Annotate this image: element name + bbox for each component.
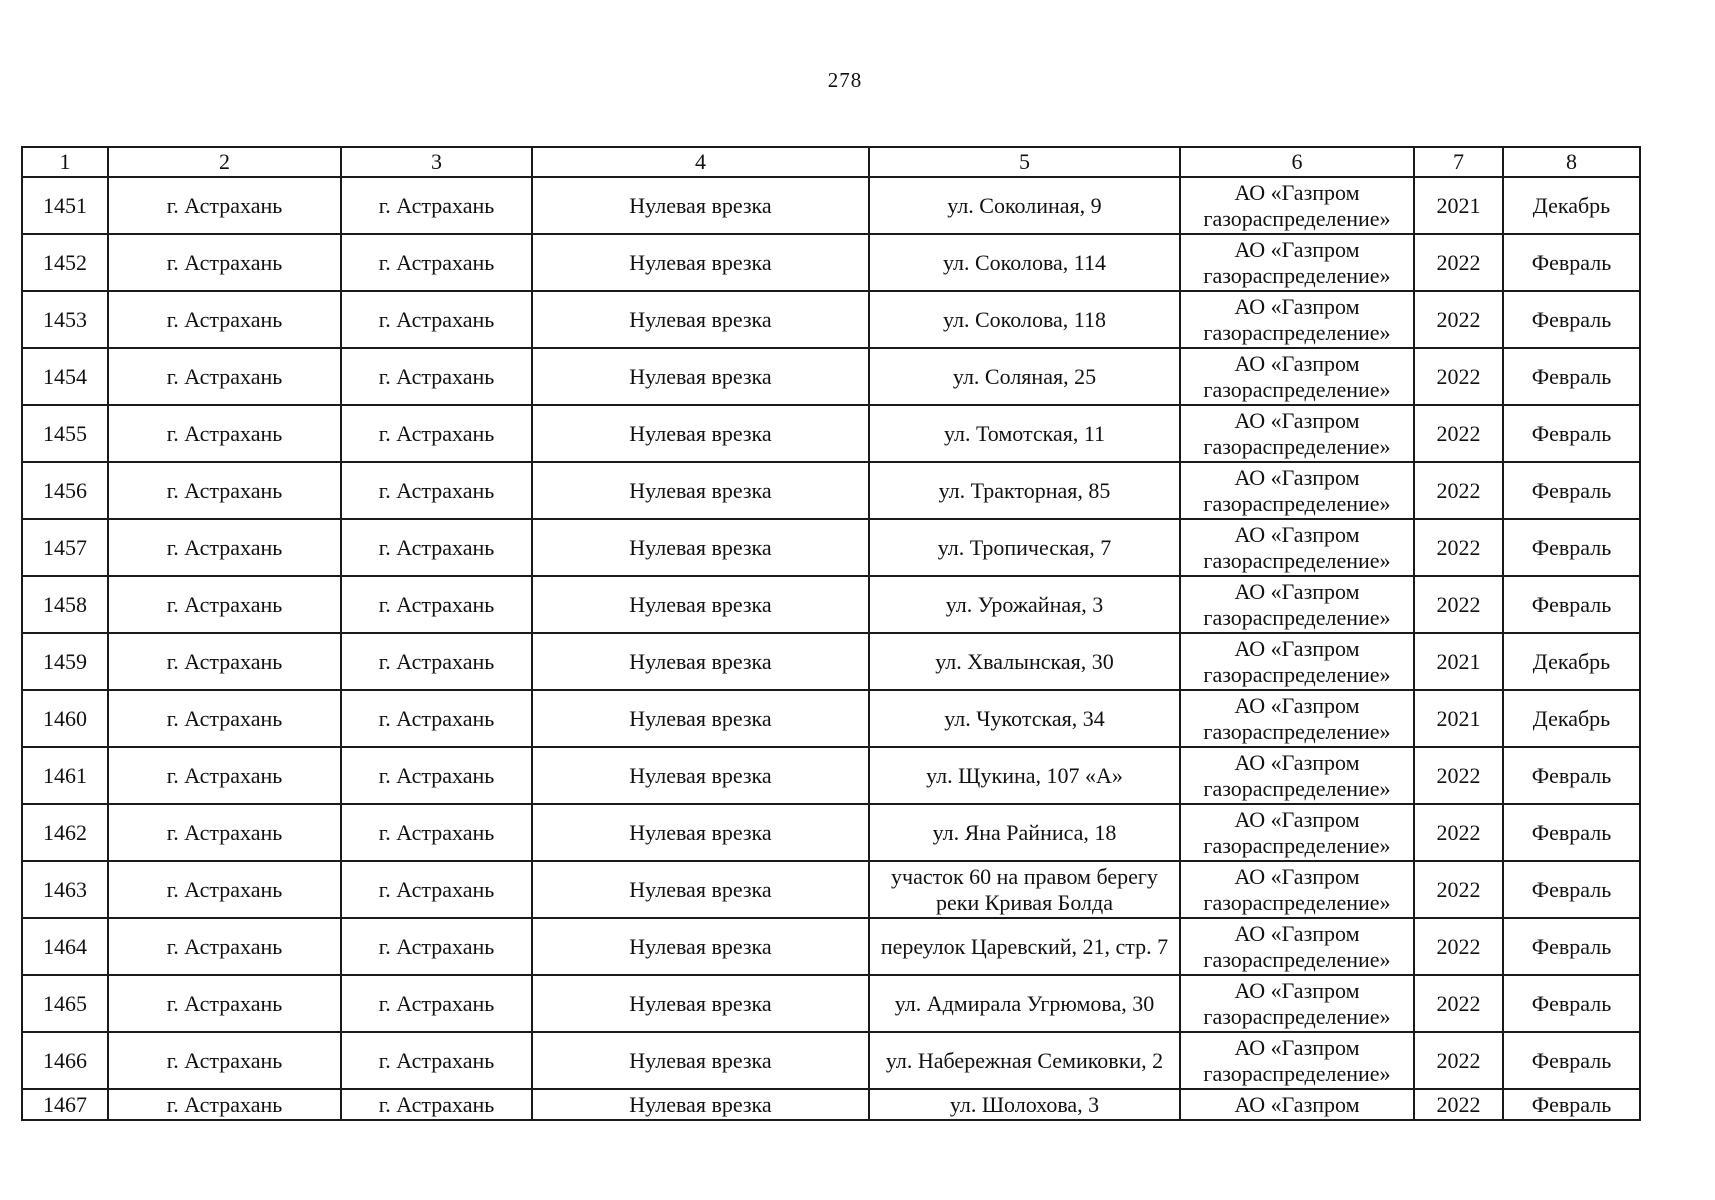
year-cell: 2022 <box>1414 291 1503 348</box>
row-number-cell: 1465 <box>22 975 108 1032</box>
month-cell: Февраль <box>1503 1089 1640 1120</box>
month-cell: Февраль <box>1503 291 1640 348</box>
organization-line: АО «Газпром <box>1234 293 1360 319</box>
table-row <box>22 519 1640 576</box>
year-cell: 2022 <box>1414 861 1503 918</box>
region-cell: г. Астрахань <box>108 291 341 348</box>
organization-line: газораспределение» <box>1203 604 1391 630</box>
region-cell: г. Астрахань <box>108 1032 341 1089</box>
organization-line: АО «Газпром <box>1234 464 1360 490</box>
work-type-cell: Нулевая врезка <box>532 1089 869 1120</box>
year-cell: 2022 <box>1414 576 1503 633</box>
work-type-cell: Нулевая врезка <box>532 633 869 690</box>
region-cell: г. Астрахань <box>108 519 341 576</box>
register-table <box>21 146 1641 1121</box>
locality-cell: г. Астрахань <box>341 1032 532 1089</box>
work-type-cell: Нулевая врезка <box>532 291 869 348</box>
organization-cell <box>1180 747 1414 804</box>
organization-line: АО «Газпром <box>1234 521 1360 547</box>
year-cell: 2022 <box>1414 234 1503 291</box>
address-cell: ул. Щукина, 107 «А» <box>869 747 1180 804</box>
address-cell: ул. Адмирала Угрюмова, 30 <box>869 975 1180 1032</box>
month-cell: Февраль <box>1503 405 1640 462</box>
month-cell: Декабрь <box>1503 177 1640 234</box>
organization-cell <box>1180 519 1414 576</box>
organization-line: АО «Газпром <box>1234 749 1360 775</box>
locality-cell: г. Астрахань <box>341 975 532 1032</box>
row-number-cell: 1461 <box>22 747 108 804</box>
organization-line: газораспределение» <box>1203 490 1391 516</box>
locality-cell: г. Астрахань <box>341 804 532 861</box>
region-cell: г. Астрахань <box>108 348 341 405</box>
locality-cell: г. Астрахань <box>341 348 532 405</box>
table-row <box>22 1089 1640 1120</box>
region-cell: г. Астрахань <box>108 975 341 1032</box>
organization-line: газораспределение» <box>1203 946 1391 972</box>
organization-cell <box>1180 348 1414 405</box>
address-cell: ул. Яна Райниса, 18 <box>869 804 1180 861</box>
organization-line: газораспределение» <box>1203 775 1391 801</box>
header-cell: 6 <box>1180 147 1414 177</box>
region-cell: г. Астрахань <box>108 690 341 747</box>
month-cell: Февраль <box>1503 234 1640 291</box>
row-number-cell: 1458 <box>22 576 108 633</box>
work-type-cell: Нулевая врезка <box>532 861 869 918</box>
locality-cell: г. Астрахань <box>341 234 532 291</box>
work-type-cell: Нулевая врезка <box>532 576 869 633</box>
organization-cell <box>1180 462 1414 519</box>
header-cell: 2 <box>108 147 341 177</box>
month-cell: Февраль <box>1503 519 1640 576</box>
organization-line: АО «Газпром <box>1234 635 1360 661</box>
organization-line: газораспределение» <box>1203 718 1391 744</box>
header-cell: 4 <box>532 147 869 177</box>
organization-line: АО «Газпром <box>1234 977 1360 1003</box>
address-cell: ул. Шолохова, 3 <box>869 1089 1180 1120</box>
address-cell: ул. Соколиная, 9 <box>869 177 1180 234</box>
table-header <box>22 147 1640 177</box>
work-type-cell: Нулевая врезка <box>532 348 869 405</box>
table-row <box>22 348 1640 405</box>
table-row <box>22 690 1640 747</box>
year-cell: 2022 <box>1414 519 1503 576</box>
locality-cell: г. Астрахань <box>341 177 532 234</box>
month-cell: Февраль <box>1503 1032 1640 1089</box>
address-cell: ул. Чукотская, 34 <box>869 690 1180 747</box>
month-cell: Февраль <box>1503 576 1640 633</box>
organization-line: газораспределение» <box>1203 1060 1391 1086</box>
row-number-cell: 1460 <box>22 690 108 747</box>
organization-cell <box>1180 1089 1414 1120</box>
address-cell: участок 60 на правом берегу реки Кривая Болда <box>869 861 1180 918</box>
locality-cell: г. Астрахань <box>341 576 532 633</box>
organization-line: газораспределение» <box>1203 319 1391 345</box>
row-number-cell: 1463 <box>22 861 108 918</box>
work-type-cell: Нулевая врезка <box>532 747 869 804</box>
row-number-cell: 1454 <box>22 348 108 405</box>
table-row <box>22 576 1640 633</box>
year-cell: 2021 <box>1414 633 1503 690</box>
month-cell: Февраль <box>1503 747 1640 804</box>
row-number-cell: 1456 <box>22 462 108 519</box>
region-cell: г. Астрахань <box>108 804 341 861</box>
organization-line: газораспределение» <box>1203 832 1391 858</box>
year-cell: 2022 <box>1414 804 1503 861</box>
row-number-cell: 1464 <box>22 918 108 975</box>
work-type-cell: Нулевая врезка <box>532 462 869 519</box>
address-cell: ул. Тропическая, 7 <box>869 519 1180 576</box>
row-number-cell: 1451 <box>22 177 108 234</box>
table-row <box>22 861 1640 918</box>
organization-cell <box>1180 804 1414 861</box>
organization-cell <box>1180 576 1414 633</box>
organization-line: АО «Газпром <box>1234 407 1360 433</box>
work-type-cell: Нулевая врезка <box>532 177 869 234</box>
organization-line: АО «Газпром <box>1234 578 1360 604</box>
organization-line: газораспределение» <box>1203 205 1391 231</box>
row-number-cell: 1462 <box>22 804 108 861</box>
organization-line: АО «Газпром <box>1234 1091 1360 1117</box>
table-row <box>22 462 1640 519</box>
table-row <box>22 234 1640 291</box>
header-row <box>22 147 1640 177</box>
work-type-cell: Нулевая врезка <box>532 1032 869 1089</box>
page-number: 278 <box>827 68 863 92</box>
region-cell: г. Астрахань <box>108 861 341 918</box>
year-cell: 2022 <box>1414 1089 1503 1120</box>
work-type-cell: Нулевая врезка <box>532 975 869 1032</box>
organization-cell <box>1180 861 1414 918</box>
row-number-cell: 1452 <box>22 234 108 291</box>
month-cell: Февраль <box>1503 861 1640 918</box>
locality-cell: г. Астрахань <box>341 405 532 462</box>
month-cell: Декабрь <box>1503 633 1640 690</box>
organization-line: газораспределение» <box>1203 889 1391 915</box>
month-cell: Февраль <box>1503 975 1640 1032</box>
region-cell: г. Астрахань <box>108 918 341 975</box>
organization-cell <box>1180 975 1414 1032</box>
locality-cell: г. Астрахань <box>341 1089 532 1120</box>
work-type-cell: Нулевая врезка <box>532 519 869 576</box>
organization-line: АО «Газпром <box>1234 236 1360 262</box>
address-cell: ул. Урожайная, 3 <box>869 576 1180 633</box>
locality-cell: г. Астрахань <box>341 690 532 747</box>
region-cell: г. Астрахань <box>108 1089 341 1120</box>
year-cell: 2022 <box>1414 918 1503 975</box>
organization-line: газораспределение» <box>1203 1003 1391 1029</box>
header-cell: 1 <box>22 147 108 177</box>
organization-cell <box>1180 918 1414 975</box>
table-row <box>22 918 1640 975</box>
address-cell: ул. Хвалынская, 30 <box>869 633 1180 690</box>
address-cell: ул. Соляная, 25 <box>869 348 1180 405</box>
work-type-cell: Нулевая врезка <box>532 918 869 975</box>
organization-line: газораспределение» <box>1203 661 1391 687</box>
address-cell: ул. Соколова, 114 <box>869 234 1180 291</box>
region-cell: г. Астрахань <box>108 405 341 462</box>
header-cell: 8 <box>1503 147 1640 177</box>
month-cell: Февраль <box>1503 462 1640 519</box>
organization-line: газораспределение» <box>1203 376 1391 402</box>
work-type-cell: Нулевая врезка <box>532 804 869 861</box>
organization-line: АО «Газпром <box>1234 692 1360 718</box>
organization-cell <box>1180 1032 1414 1089</box>
year-cell: 2021 <box>1414 690 1503 747</box>
year-cell: 2022 <box>1414 348 1503 405</box>
locality-cell: г. Астрахань <box>341 633 532 690</box>
locality-cell: г. Астрахань <box>341 519 532 576</box>
region-cell: г. Астрахань <box>108 177 341 234</box>
address-cell: ул. Набережная Семиковки, 2 <box>869 1032 1180 1089</box>
header-cell: 7 <box>1414 147 1503 177</box>
table-body <box>22 177 1640 1120</box>
month-cell: Декабрь <box>1503 690 1640 747</box>
table-row <box>22 1032 1640 1089</box>
work-type-cell: Нулевая врезка <box>532 234 869 291</box>
region-cell: г. Астрахань <box>108 747 341 804</box>
header-cell: 5 <box>869 147 1180 177</box>
organization-cell <box>1180 690 1414 747</box>
organization-line: АО «Газпром <box>1234 920 1360 946</box>
row-number-cell: 1466 <box>22 1032 108 1089</box>
year-cell: 2022 <box>1414 1032 1503 1089</box>
organization-cell <box>1180 291 1414 348</box>
table-row <box>22 405 1640 462</box>
organization-cell <box>1180 234 1414 291</box>
organization-cell <box>1180 177 1414 234</box>
region-cell: г. Астрахань <box>108 234 341 291</box>
locality-cell: г. Астрахань <box>341 747 532 804</box>
work-type-cell: Нулевая врезка <box>532 405 869 462</box>
region-cell: г. Астрахань <box>108 633 341 690</box>
table-row <box>22 747 1640 804</box>
organization-line: газораспределение» <box>1203 547 1391 573</box>
row-number-cell: 1455 <box>22 405 108 462</box>
table-row <box>22 633 1640 690</box>
address-cell: ул. Тракторная, 85 <box>869 462 1180 519</box>
organization-line: газораспределение» <box>1203 433 1391 459</box>
region-cell: г. Астрахань <box>108 576 341 633</box>
table-row <box>22 975 1640 1032</box>
organization-line: АО «Газпром <box>1234 863 1360 889</box>
year-cell: 2022 <box>1414 462 1503 519</box>
table-row <box>22 177 1640 234</box>
year-cell: 2022 <box>1414 405 1503 462</box>
organization-cell <box>1180 633 1414 690</box>
year-cell: 2022 <box>1414 975 1503 1032</box>
organization-line: АО «Газпром <box>1234 1034 1360 1060</box>
address-cell: переулок Царевский, 21, стр. 7 <box>869 918 1180 975</box>
organization-line: газораспределение» <box>1203 262 1391 288</box>
address-cell: ул. Томотская, 11 <box>869 405 1180 462</box>
organization-line: АО «Газпром <box>1234 806 1360 832</box>
organization-line: АО «Газпром <box>1234 179 1360 205</box>
table-row <box>22 804 1640 861</box>
month-cell: Февраль <box>1503 804 1640 861</box>
row-number-cell: 1459 <box>22 633 108 690</box>
row-number-cell: 1467 <box>22 1089 108 1120</box>
year-cell: 2021 <box>1414 177 1503 234</box>
work-type-cell: Нулевая врезка <box>532 690 869 747</box>
region-cell: г. Астрахань <box>108 462 341 519</box>
address-cell: ул. Соколова, 118 <box>869 291 1180 348</box>
month-cell: Февраль <box>1503 918 1640 975</box>
organization-line: АО «Газпром <box>1234 350 1360 376</box>
locality-cell: г. Астрахань <box>341 291 532 348</box>
row-number-cell: 1457 <box>22 519 108 576</box>
locality-cell: г. Астрахань <box>341 861 532 918</box>
row-number-cell: 1453 <box>22 291 108 348</box>
year-cell: 2022 <box>1414 747 1503 804</box>
month-cell: Февраль <box>1503 348 1640 405</box>
locality-cell: г. Астрахань <box>341 918 532 975</box>
table-row <box>22 291 1640 348</box>
organization-cell <box>1180 405 1414 462</box>
header-cell: 3 <box>341 147 532 177</box>
locality-cell: г. Астрахань <box>341 462 532 519</box>
